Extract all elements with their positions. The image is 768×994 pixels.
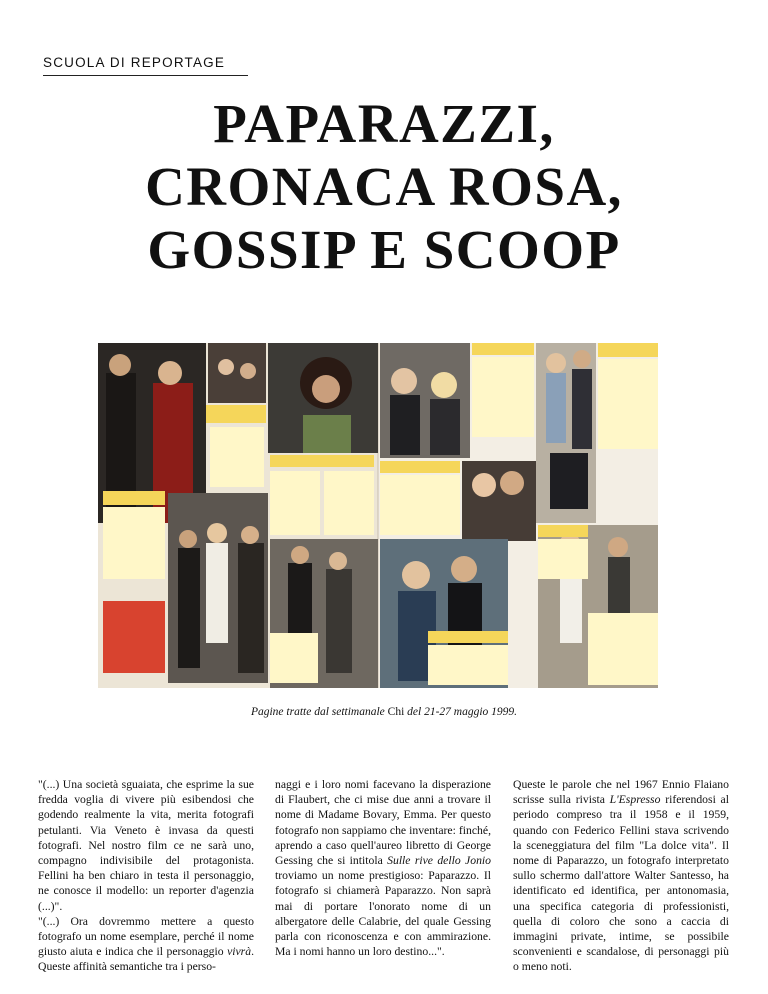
headline-line-1: PAPARAZZI, [213,93,555,154]
col3-start: Queste le parole che nel 1967 Ennio Flaiano scrisse sulla rivista [513,778,729,807]
col3-italic: L'Espresso [609,793,661,807]
headline-line-2: CRONACA ROSA, [145,156,623,217]
article-column-3 [513,777,729,975]
caption-text-after: del 21-27 maggio 1999. [404,706,518,718]
headline [0,92,768,281]
section-kicker: SCUOLA DI REPORTAGE [43,55,226,70]
col3-paragraph [513,777,729,975]
article-column-2 [275,777,491,959]
col1-paragraph-2 [38,914,254,975]
col2-paragraph [275,777,491,959]
headline-line-3: GOSSIP E SCOOP [147,219,621,280]
col1-p2-start: "(...) Ora dovremmo mettere a questo fotografo un nome esemplare, perché il nome giusto aiuta e indica che il personaggio [38,914,254,959]
col1-p2-end: . Queste affinità semantiche tra i perso- [38,945,254,974]
image-caption [0,706,768,718]
col2-end: troviamo un nome prestigioso: Paparazzo. Il fotografo si chiamerà Paparazzo. Non saprà mai di portare l'onorato nome di un albergatore delle Calabrie, del quale Gessing parla con riconoscenza e con ammirazione. Ma i nomi hanno un loro destino...". [275,869,491,959]
caption-magazine-name: Chi [387,706,405,718]
col2-italic: Sulle rive dello Jonio [387,854,491,868]
col2-start: naggi e i loro nomi facevano la disperazione di Flaubert, che ci mise due anni a trovare il nome di Madame Bovary, Emma. Per questo fotografo non sappiamo che inventare: finché, aprendo a caso quell'aureo libretto di George Gessing che si intitola [275,778,491,868]
caption-text-before: Pagine tratte dal settimanale [250,706,388,718]
article-body [38,777,730,987]
magazine-spread-illustration [98,343,658,688]
article-column-1 [38,777,254,975]
col3-end: riferendosi al periodo compreso tra il 1958 e il 1959, quando con Federico Fellini stava scrivendo la sceneggiatura del film "La dolce vita". Il nome di Paparazzo, un fotografo interpretato sullo schermo dall'attore Walter Santesso, ha identificato ed identifica, per antonomasia, una specifica categoria di professionisti, quella di coloro che sono a caccia di immagini private, intime, se possibile sconvenienti e scandalose, di personaggi più o meno noti. [513,793,729,974]
magazine-spread-image [98,343,658,688]
col1-paragraph-1: "(...) Una società sguaiata, che esprime la sue fredda voglia di vivere più esibendosi che godendo realmente la vita, merita fotografi petulanti. Via Veneto è invasa da questi fotografi. Nel nostro film ce ne sarà uno, compagno indivisibile del protagonista. Fellini ha ben chiaro in testa il personaggio, ne conosce il modello: un reporter d'agenzia (...)". [38,778,254,913]
col1-p2-italic: vivrà [227,945,252,959]
kicker-underline [43,75,248,76]
